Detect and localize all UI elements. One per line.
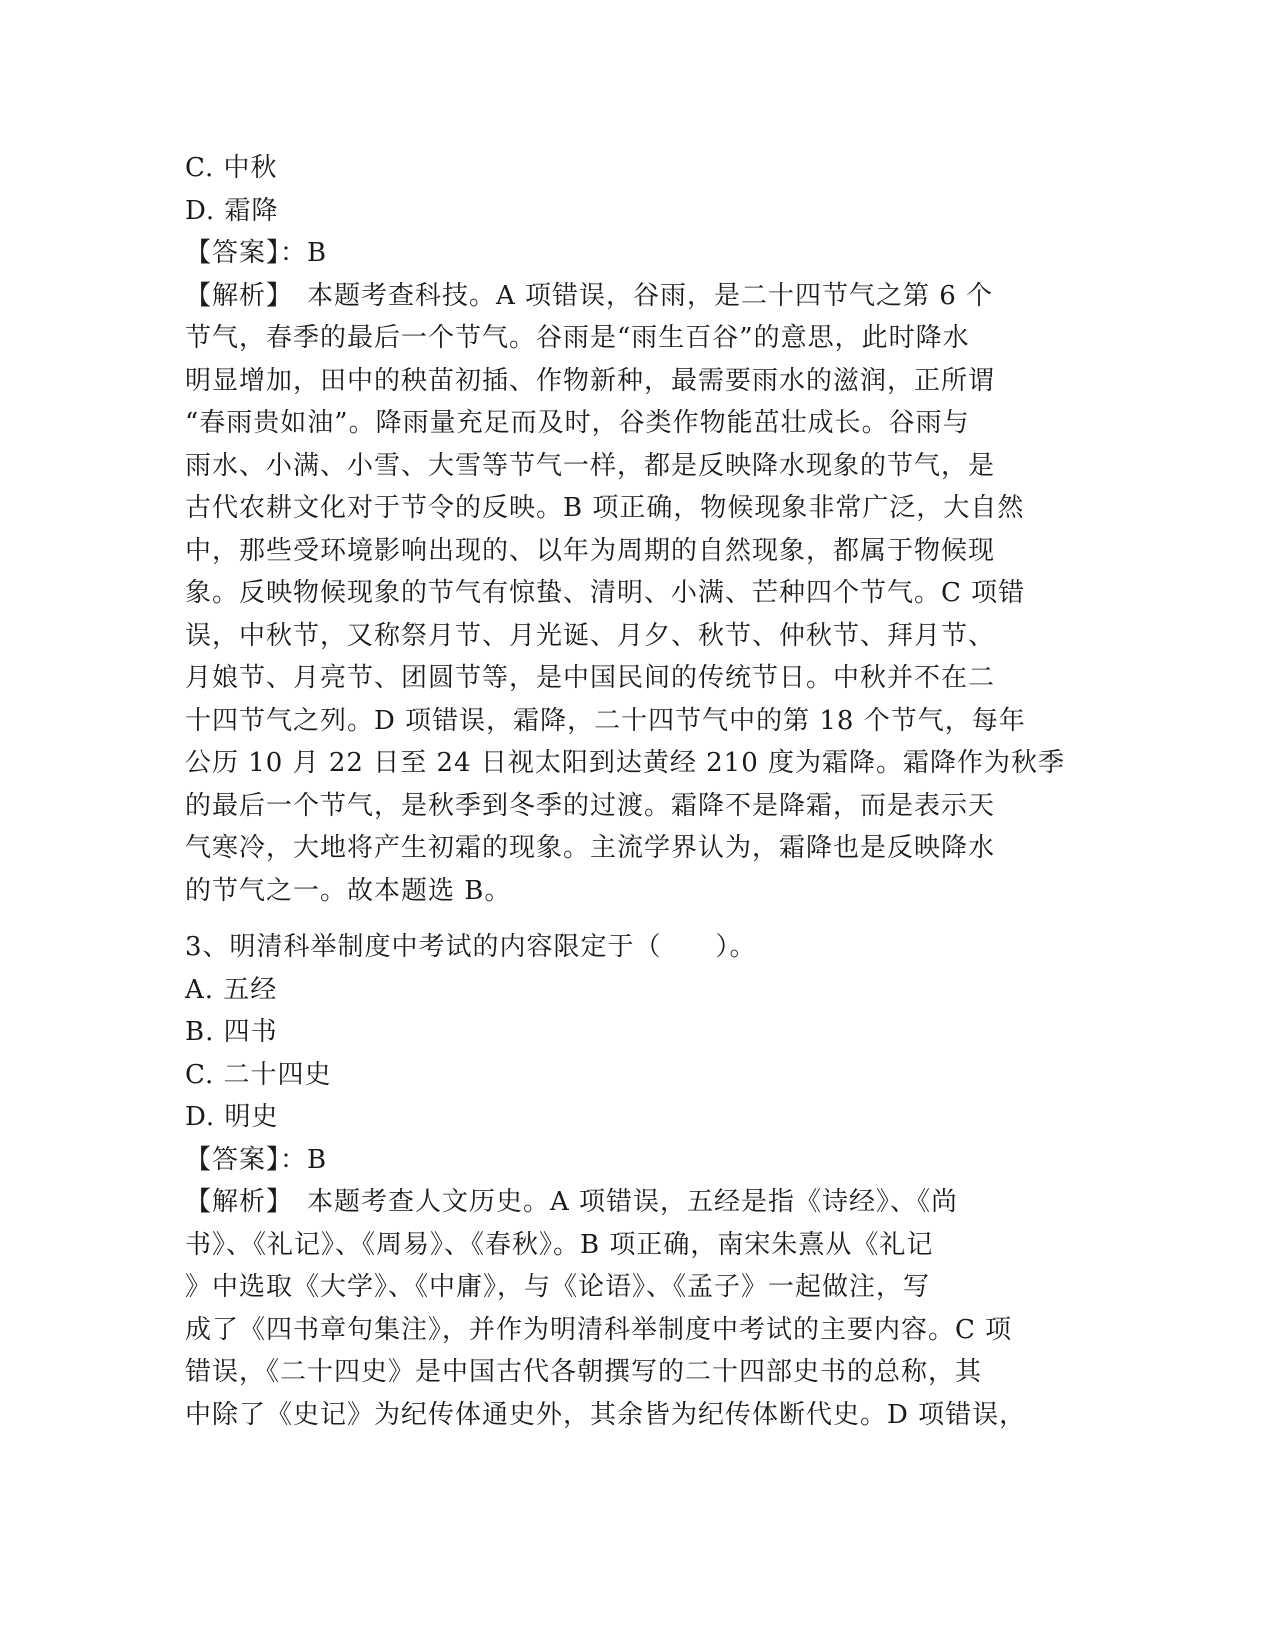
q3-option-a: A. 五经 [185, 974, 278, 1005]
q2-analysis-line: 的节气之一。故本题选 B。 [185, 875, 512, 906]
q2-analysis-line: 【解析】 本题考查科技。A 项错误，谷雨，是二十四节气之第 6 个 [185, 280, 994, 311]
section-gap [185, 912, 1085, 926]
q3-question: 3、明清科举制度中考试的内容限定于（ ）。 [185, 932, 757, 962]
q2-answer: 【答案】：B [185, 238, 328, 268]
q2-analysis-line: 明显增加，田中的秧苗初插、作物新种，最需要雨水的滋润，正所谓 [185, 365, 996, 396]
q2-analysis-line: 中，那些受环境影响出现的、以年为周期的自然现象，都属于物候现 [185, 535, 996, 566]
q2-option-c: C. 中秋 [185, 153, 278, 183]
q2-analysis-line: 月娘节、月亮节、团圆节等，是中国民间的传统节日。中秋并不在二 [185, 663, 996, 693]
q2-analysis-line: 误，中秋节，又称祭月节、月光诞、月夕、秋节、仲秋节、拜月节、 [185, 620, 996, 651]
q2-analysis-line: 古代农耕文化对于节令的反映。B 项正确，物候现象非常广泛，大自然 [185, 493, 1025, 523]
q3-analysis-line: 书》、《礼记》、《周易》、《春秋》。B 项正确，南宋朱熹从《礼记 [185, 1229, 934, 1260]
q3-analysis [185, 1181, 1085, 1436]
q3-option-b: B. 四书 [185, 1017, 278, 1047]
q2-analysis-line: 的最后一个节气，是秋季到冬季的过渡。霜降不是降霜，而是表示天 [185, 790, 996, 821]
page-content [185, 147, 1085, 1436]
q2-analysis-line: 节气，春季的最后一个节气。谷雨是“雨生百谷”的意思，此时降水 [185, 323, 970, 353]
q3-analysis-line: 错误，《二十四史》是中国古代各朝撰写的二十四部史书的总称，其 [185, 1357, 983, 1387]
q2-analysis-line: 气寒冷，大地将产生初霜的现象。主流学界认为，霜降也是反映降水 [185, 833, 996, 863]
q3-option-d: D. 明史 [185, 1102, 279, 1132]
q2-analysis-line: 雨水、小满、小雪、大雪等节气一样，都是反映降水现象的节气，是 [185, 450, 996, 481]
q2-analysis-line: 公历 10 月 22 日至 24 日视太阳到达黄经 210 度为霜降。霜降作为秋季 [185, 748, 1065, 778]
q2-analysis-line: “春雨贵如油”。降雨量充足而及时，谷类作物能茁壮成长。谷雨与 [185, 408, 970, 438]
q2-option-d: D. 霜降 [185, 195, 279, 226]
q2-analysis-line: 象。反映物候现象的节气有惊蛰、清明、小满、芒种四个节气。C 项错 [185, 578, 1026, 608]
q2-analysis [185, 275, 1085, 913]
q3-analysis-line: 成了《四书章句集注》，并作为明清科举制度中考试的主要内容。C 项 [185, 1314, 1013, 1345]
q3-analysis-line: 》中选取《大学》、《中庸》，与《论语》、《孟子》一起做注，写 [185, 1272, 931, 1302]
q3-answer: 【答案】：B [185, 1144, 328, 1175]
q3-analysis-line: 【解析】 本题考查人文历史。A 项错误，五经是指《诗经》、《尚 [185, 1187, 959, 1217]
q3-option-c: C. 二十四史 [185, 1059, 332, 1090]
q2-analysis-line: 十四节气之列。D 项错误，霜降，二十四节气中的第 18 个节气，每年 [185, 705, 1026, 736]
q3-analysis-line: 中除了《史记》为纪传体通史外，其余皆为纪传体断代史。D 项错误， [185, 1399, 1027, 1430]
